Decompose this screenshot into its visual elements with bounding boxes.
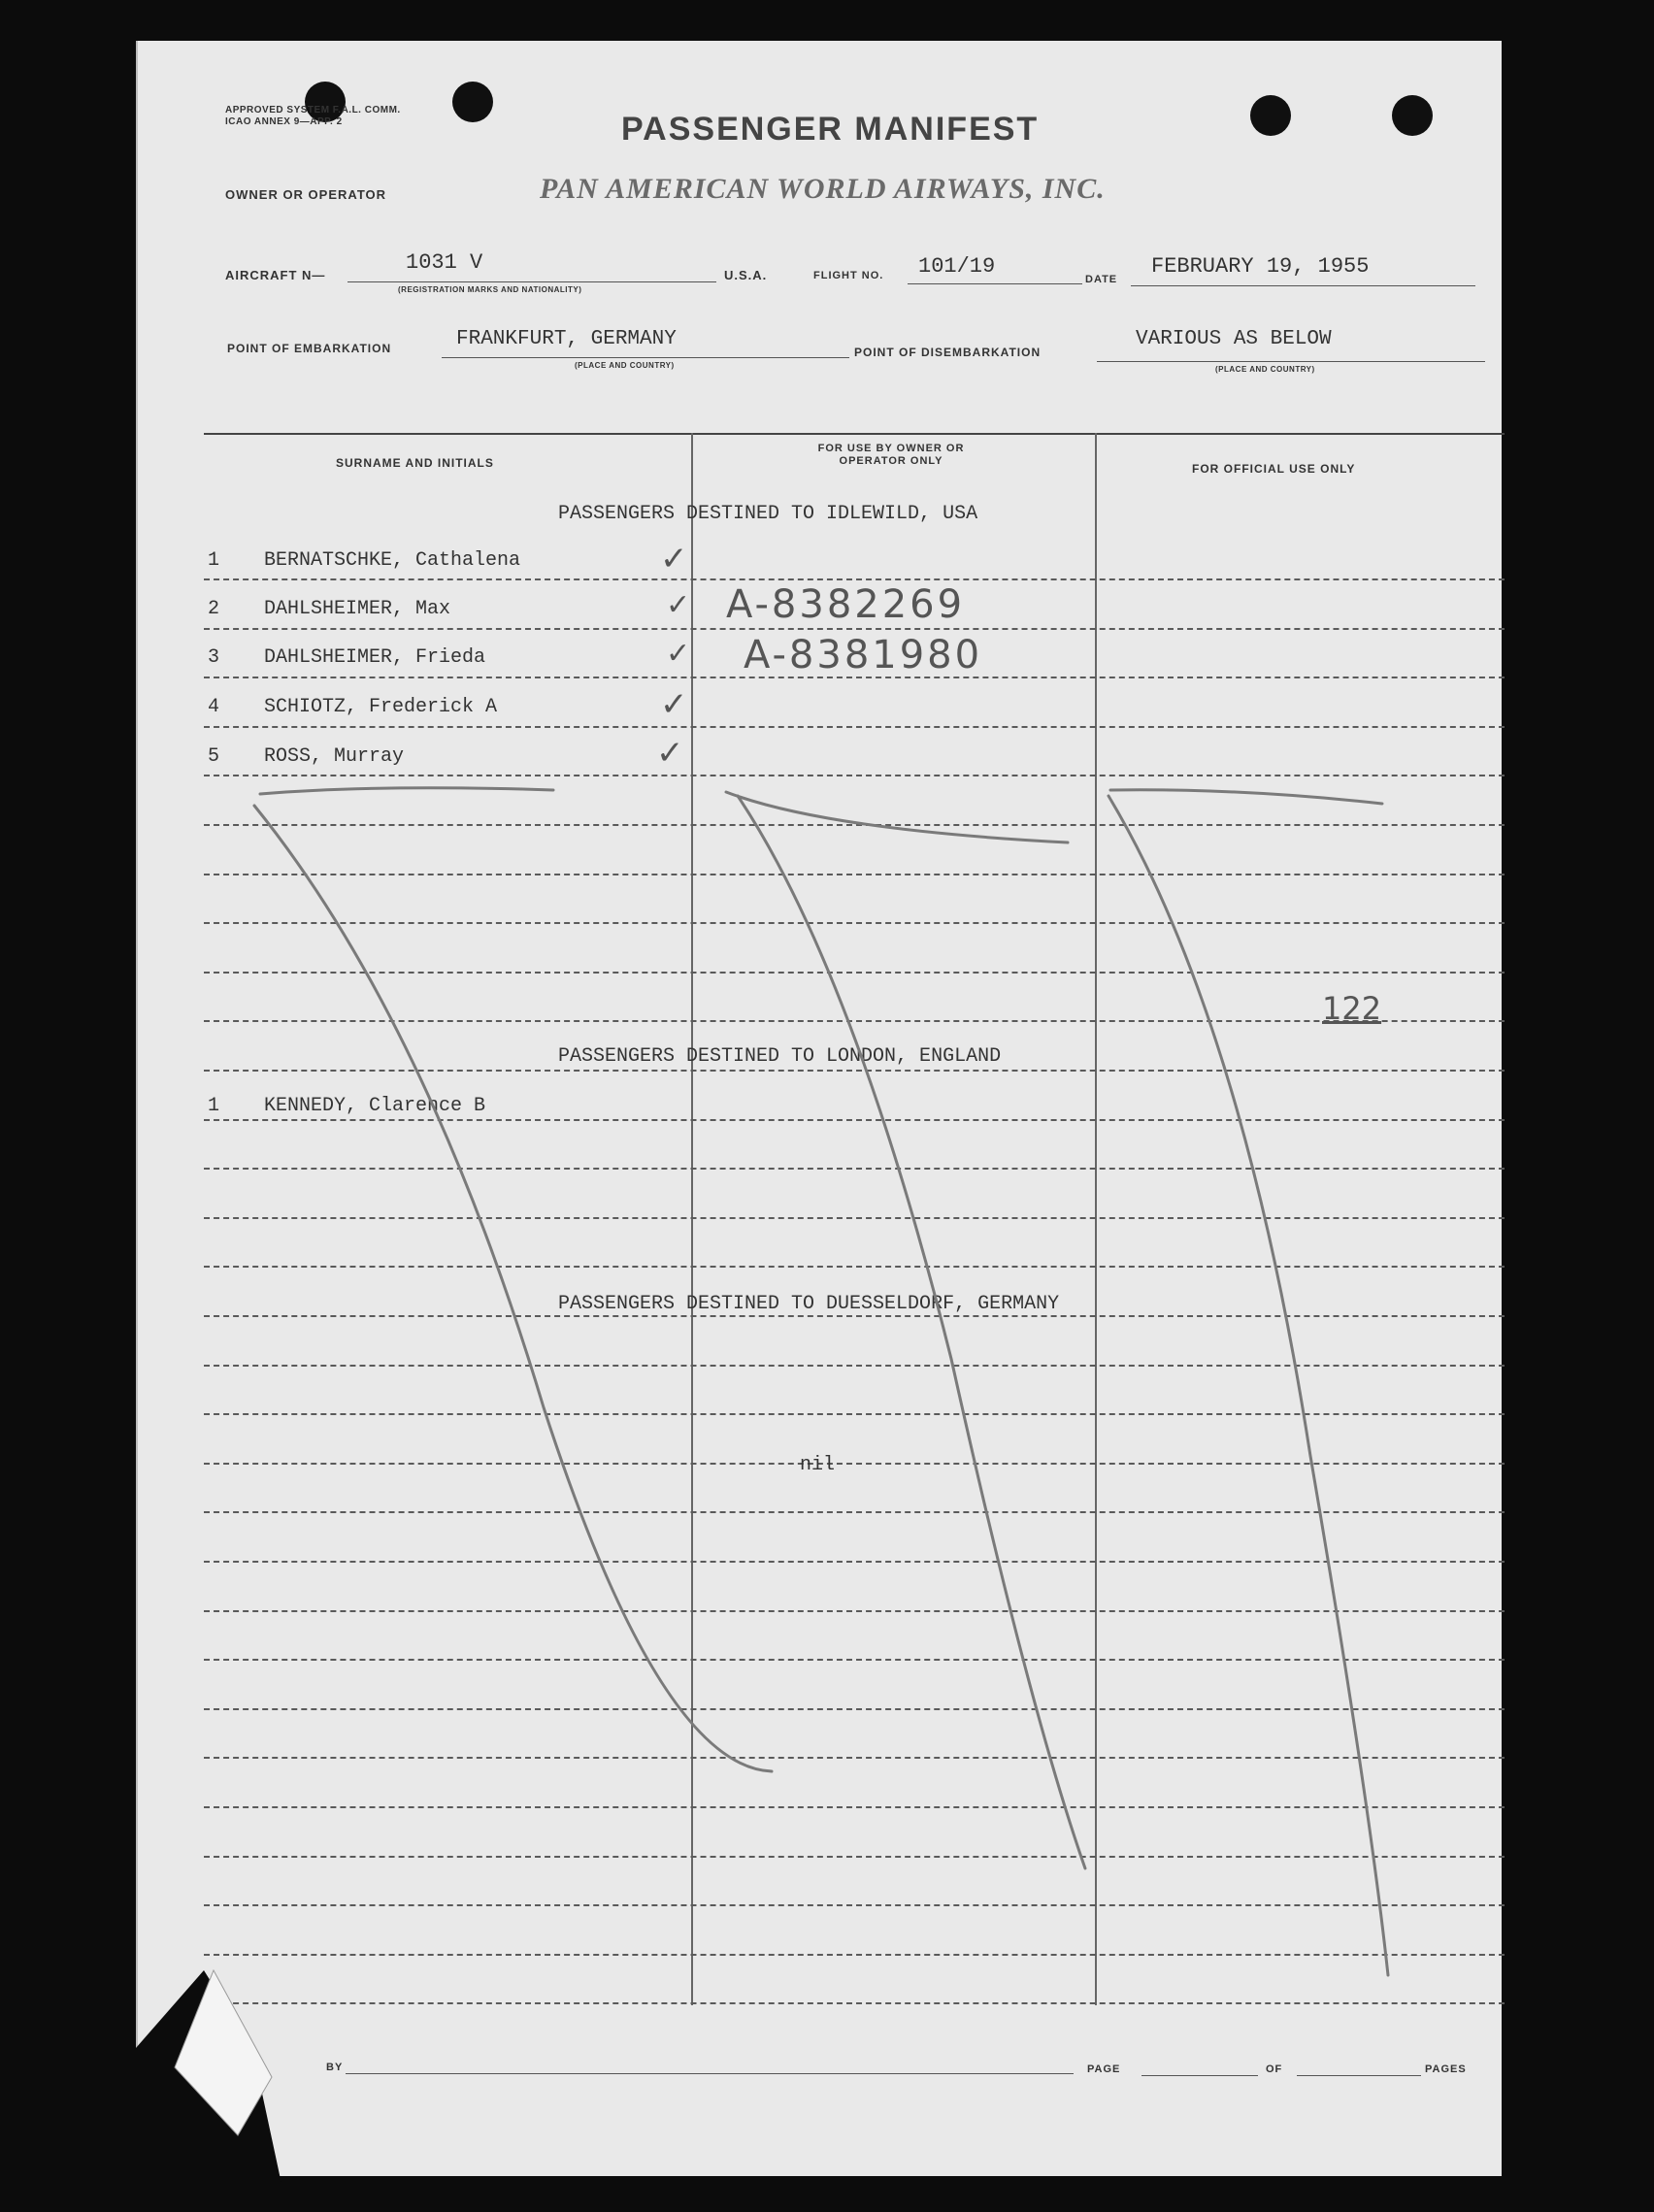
section-heading: PASSENGERS DESTINED TO LONDON, ENGLAND	[558, 1045, 1002, 1068]
alien-number: A-8381980	[744, 633, 983, 677]
check-mark: ✓	[666, 637, 691, 671]
row-number: 2	[208, 598, 220, 620]
passenger-name: ROSS, Murray	[264, 745, 405, 768]
row-number: 1	[208, 1095, 220, 1117]
passenger-name: KENNEDY, Clarence B	[264, 1095, 486, 1117]
column-header-surname: SURNAME AND INITIALS	[336, 456, 494, 470]
passenger-name: DAHLSHEIMER, Frieda	[264, 646, 486, 669]
embark-value: FRANKFURT, GERMANY	[456, 328, 677, 350]
disembark-caption: (PLACE AND COUNTRY)	[1215, 365, 1315, 374]
check-mark: ✓	[660, 685, 688, 724]
check-mark: ✓	[660, 540, 688, 578]
footer-by: BY	[326, 2062, 344, 2073]
flight-value: 101/19	[918, 254, 996, 279]
row-number: 1	[208, 549, 220, 572]
aircraft-label: AIRCRAFT N—	[225, 268, 326, 282]
flight-label: FLIGHT NO.	[813, 270, 884, 281]
folded-corner	[136, 1931, 281, 2184]
margin-number: 122	[1322, 990, 1382, 1027]
aircraft-caption: (REGISTRATION MARKS AND NATIONALITY)	[398, 285, 582, 294]
column-header-official: FOR OFFICIAL USE ONLY	[1192, 462, 1356, 476]
row-number: 5	[208, 745, 220, 768]
passenger-name: DAHLSHEIMER, Max	[264, 598, 451, 620]
section-heading: PASSENGERS DESTINED TO IDLEWILD, USA	[558, 503, 978, 525]
approval-stamp: APPROVED SYSTEM F.A.L. COMM. ICAO ANNEX 9—APP. 2	[225, 105, 401, 127]
alien-number: A-8382269	[726, 582, 966, 627]
row-number: 4	[208, 696, 220, 718]
passenger-name: SCHIOTZ, Frederick A	[264, 696, 498, 718]
check-mark: ✓	[666, 588, 691, 622]
column-header-owner: FOR USE BY OWNER OR OPERATOR ONLY	[817, 443, 965, 467]
footer-of: OF	[1266, 2063, 1283, 2075]
check-mark: ✓	[656, 734, 684, 773]
disembark-label: POINT OF DISEMBARKATION	[854, 346, 1042, 359]
usa-label: U.S.A.	[724, 268, 768, 282]
footer-page: PAGE	[1087, 2063, 1121, 2075]
disembark-value: VARIOUS AS BELOW	[1136, 328, 1332, 350]
date-label: DATE	[1085, 274, 1118, 285]
owner-label: OWNER OR OPERATOR	[225, 187, 387, 202]
passenger-name: BERNATSCHKE, Cathalena	[264, 549, 521, 572]
nil-entry: nil	[800, 1454, 836, 1476]
airline-name: PAN AMERICAN WORLD AIRWAYS, INC.	[540, 173, 1106, 205]
section-heading: PASSENGERS DESTINED TO DUESSELDORF, GERMANY	[558, 1293, 1060, 1315]
page-title: PASSENGER MANIFEST	[621, 111, 1040, 148]
aircraft-value: 1031 V	[406, 250, 483, 275]
footer-pages: PAGES	[1425, 2063, 1467, 2075]
date-value: FEBRUARY 19, 1955	[1151, 254, 1370, 279]
embark-label: POINT OF EMBARKATION	[227, 342, 392, 355]
row-number: 3	[208, 646, 220, 669]
embark-caption: (PLACE AND COUNTRY)	[575, 361, 675, 370]
